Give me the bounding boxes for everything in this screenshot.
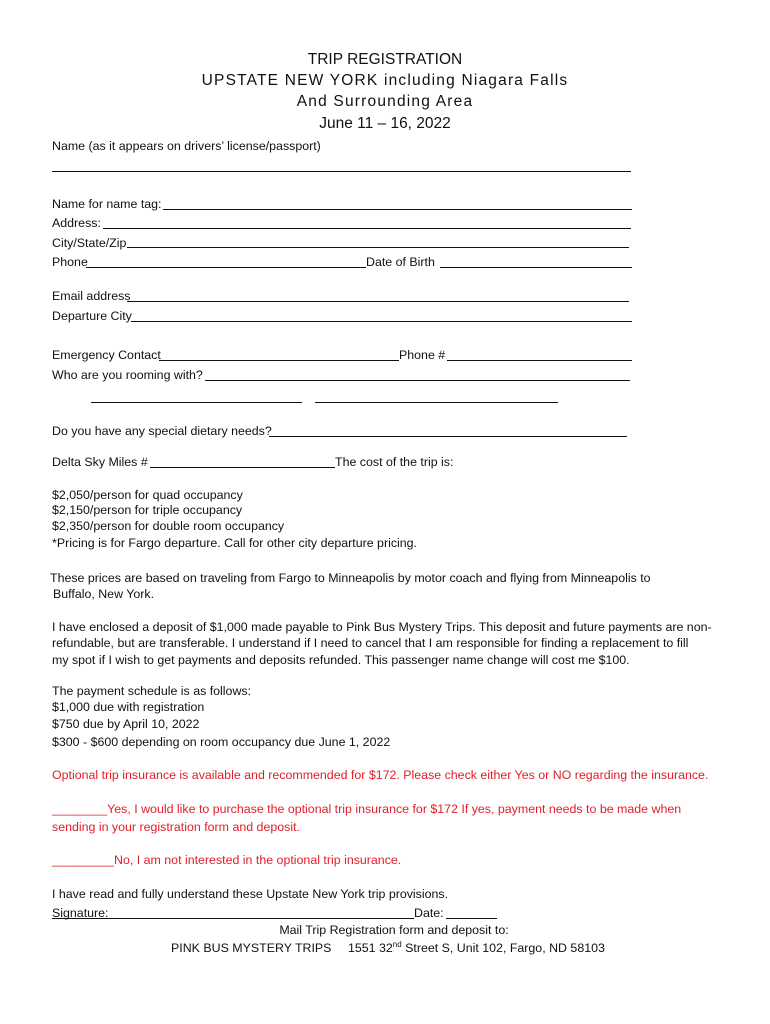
signature-label: Signature: bbox=[52, 906, 109, 920]
emergency-phone-label: Phone # bbox=[399, 348, 446, 362]
signature-field-line[interactable] bbox=[52, 918, 414, 919]
form-title: TRIP REGISTRATION bbox=[307, 51, 463, 68]
email-field-line[interactable] bbox=[127, 301, 629, 302]
mail-instructions: Mail Trip Registration form and deposit to: bbox=[279, 923, 509, 937]
company-name: PINK BUS MYSTERY TRIPS bbox=[171, 941, 332, 955]
date-label: Date: bbox=[414, 906, 444, 920]
delta-sky-miles-field-line[interactable] bbox=[150, 467, 335, 468]
price-double: $2,350/person for double room occupancy bbox=[52, 519, 285, 533]
rooming-extra-line-1[interactable] bbox=[91, 402, 302, 403]
date-field-line[interactable] bbox=[446, 918, 497, 919]
provisions-statement: I have read and fully understand these Upstate New York trip provisions. bbox=[52, 887, 449, 901]
trip-area: And Surrounding Area bbox=[296, 93, 474, 110]
dob-label: Date of Birth bbox=[366, 255, 435, 269]
mailing-address bbox=[348, 940, 605, 956]
travel-info-line-2: Buffalo, New York. bbox=[53, 587, 155, 601]
delta-sky-miles-label: Delta Sky Miles # bbox=[52, 455, 148, 469]
name-tag-label: Name for name tag: bbox=[52, 197, 162, 211]
email-label: Email address bbox=[52, 289, 131, 303]
name-label: Name (as it appears on drivers’ license/passport) bbox=[52, 139, 321, 153]
address-label: Address: bbox=[52, 216, 101, 230]
insurance-yes-option[interactable]: ________Yes, I would like to purchase the optional trip insurance for $172 If yes, payment needs to be made when bbox=[52, 802, 682, 816]
trip-destination: UPSTATE NEW YORK including Niagara Falls bbox=[201, 72, 569, 89]
phone-field-line[interactable] bbox=[86, 267, 366, 268]
price-triple: $2,150/person for triple occupancy bbox=[52, 503, 243, 517]
schedule-heading: The payment schedule is as follows: bbox=[52, 684, 252, 698]
emergency-contact-label: Emergency Contact bbox=[52, 348, 161, 362]
dob-field-line[interactable] bbox=[440, 267, 632, 268]
schedule-item-3: $300 - $600 depending on room occupancy due June 1, 2022 bbox=[52, 735, 391, 749]
insurance-intro: Optional trip insurance is available and recommended for $172. Please check either Yes or NO regarding the insurance. bbox=[52, 768, 709, 782]
deposit-line-3: my spot if I wish to get payments and deposits refunded. This passenger name change will cost me $100. bbox=[52, 653, 630, 667]
address-field-line[interactable] bbox=[103, 228, 631, 229]
emergency-phone-field-line[interactable] bbox=[447, 360, 632, 361]
trip-dates: June 11 – 16, 2022 bbox=[319, 115, 451, 132]
dietary-label: Do you have any special dietary needs? bbox=[52, 424, 272, 438]
address-ordinal: nd bbox=[392, 940, 402, 949]
city-state-zip-field-line[interactable] bbox=[127, 247, 629, 248]
emergency-contact-field-line[interactable] bbox=[159, 360, 399, 361]
dietary-field-line[interactable] bbox=[269, 436, 627, 437]
deposit-line-2: refundable, but are transferable. I understand if I need to cancel that I am responsible for finding a replacement to fill bbox=[52, 636, 689, 650]
rooming-extra-line-2[interactable] bbox=[315, 402, 558, 403]
pricing-note: *Pricing is for Fargo departure. Call for other city departure pricing. bbox=[52, 536, 417, 550]
city-state-zip-label: City/State/Zip bbox=[52, 236, 127, 250]
schedule-item-1: $1,000 due with registration bbox=[52, 700, 205, 714]
name-field-line[interactable] bbox=[52, 171, 631, 172]
deposit-line-1: I have enclosed a deposit of $1,000 made payable to Pink Bus Mystery Trips. This deposit and future payments are non- bbox=[52, 620, 712, 634]
departure-city-field-line[interactable] bbox=[131, 321, 632, 322]
phone-label: Phone bbox=[52, 255, 88, 269]
trip-cost-label: The cost of the trip is: bbox=[335, 455, 454, 469]
departure-city-label: Departure City bbox=[52, 309, 132, 323]
rooming-field-line[interactable] bbox=[205, 380, 630, 381]
insurance-yes-note: sending in your registration form and deposit. bbox=[52, 820, 300, 834]
address-number: 1551 32 bbox=[348, 941, 393, 955]
name-tag-field-line[interactable] bbox=[163, 209, 632, 210]
price-quad: $2,050/person for quad occupancy bbox=[52, 488, 243, 502]
insurance-no-option[interactable]: _________No, I am not interested in the optional trip insurance. bbox=[52, 853, 402, 867]
rooming-label: Who are you rooming with? bbox=[52, 368, 203, 382]
address-street: Street S, Unit 102, Fargo, ND 58103 bbox=[401, 941, 605, 955]
schedule-item-2: $750 due by April 10, 2022 bbox=[52, 717, 200, 731]
travel-info-line-1: These prices are based on traveling from Fargo to Minneapolis by motor coach and flying from Minneapolis to bbox=[50, 571, 651, 585]
